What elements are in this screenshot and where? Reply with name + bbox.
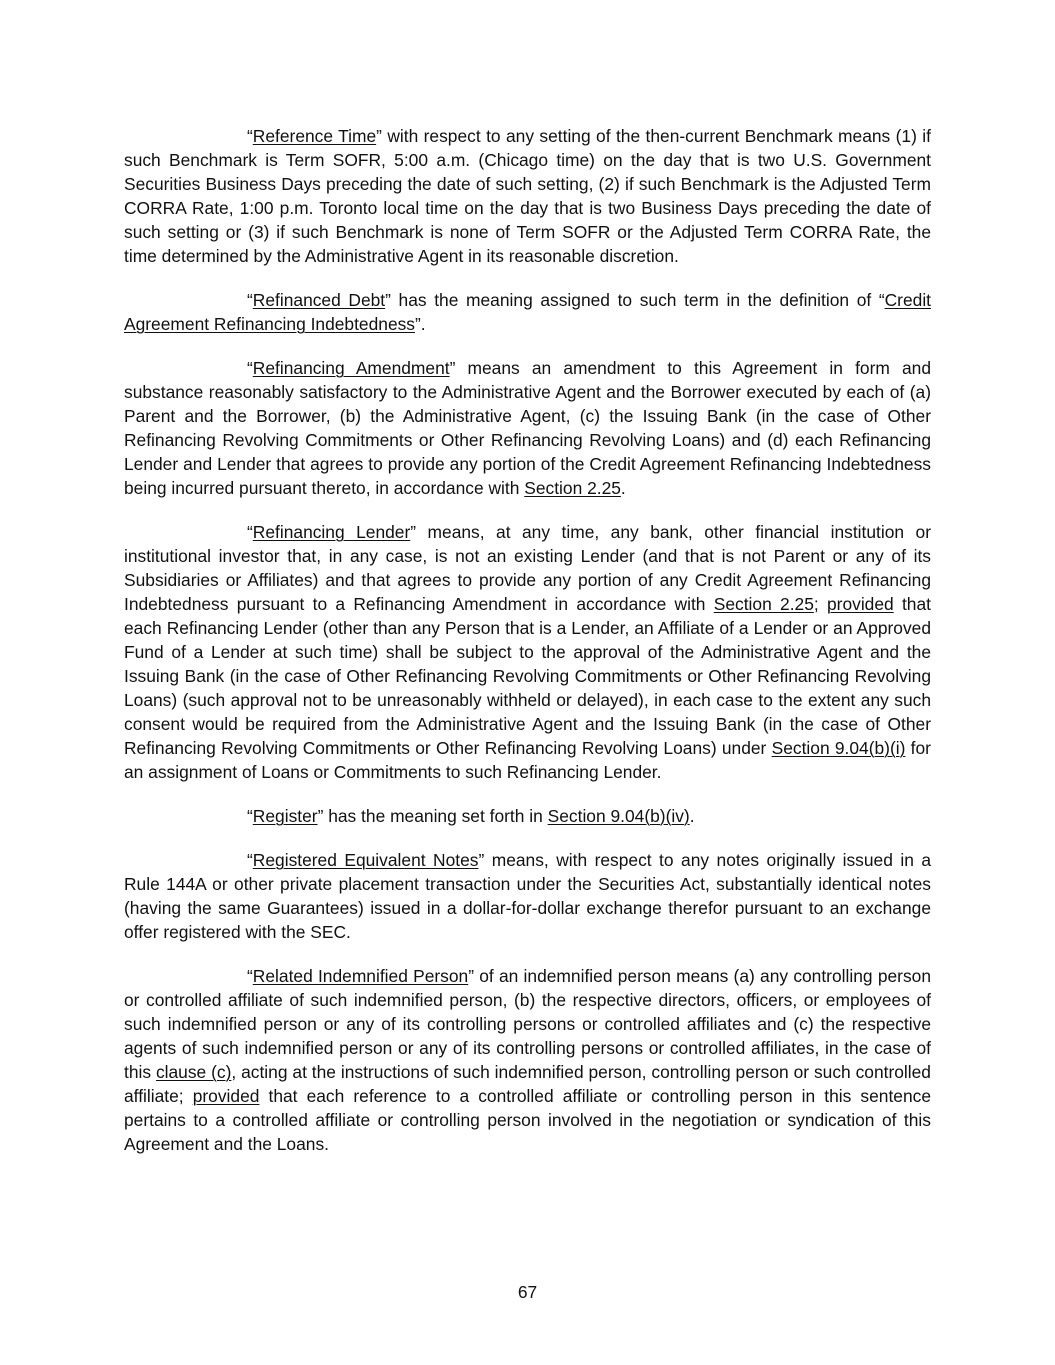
definition-register [124,804,931,828]
defined-term: Refinancing Amendment [252,358,450,378]
open-quote: “ [247,966,253,986]
definition-text: ; [813,594,827,614]
close-quote: ” [317,806,324,826]
defined-term: Related Indemnified Person [252,966,469,986]
document-page [124,124,931,1176]
definition-text: for an assignment of Loans or Commitments to such Refinancing Lender. [124,738,931,782]
defined-term: Refinanced Debt [252,290,386,310]
open-quote: “ [247,522,253,542]
open-quote: “ [247,806,253,826]
definition-text: that each reference to a controlled affiliate or controlling person in this sentence pertains to a controlled affiliate or controlling person involved in the negotiation or syndication of this Agreement and the Loans. [124,1086,932,1154]
definition-refinancing-lender [124,520,931,784]
cross-reference: Section 2.25 [713,594,814,614]
open-quote: “ [247,290,253,310]
definition-text: that each Refinancing Lender (other than any Person that is a Lender, an Affiliate of a Lender or an Approved Fund of a Lender at such time) shall be subject to the approval of the Administrative Agent and the Issuing Bank (in the case of Other Refinancing Revolving Commitments or Other Refinancing Revolving Loans) (such approval not to be unreasonably withheld or delayed), in each case to the extent any such consent would be required from the Administrative Agent and the Issuing Bank (in the case of Other Refinancing Revolving Commitments or Other Refinancing Revolving Loans) under [124,594,931,758]
open-quote: “ [247,126,253,146]
definition-text: , acting at the instructions of such indemnified person, controlling person or such controlled affiliate; [124,1062,931,1106]
definition-refinanced-debt [124,288,931,336]
definition-registered-equivalent-notes [124,848,931,944]
close-quote: ” [376,126,382,146]
defined-term: Registered Equivalent Notes [252,850,479,870]
proviso-term: provided [826,594,894,614]
definition-text: . [689,806,695,826]
definition-text: means an amendment to this Agreement in form and substance reasonably satisfactory to the Administrative Agent and the Borrower executed by each of (a) Parent and the Borrower, (b) the Administrative Agent, (c) the Issuing Bank (in the case of Other Refinancing Revolving Commitments or Other Refinancing Revolving Loans) and (d) each Refinancing Lender and Lender that agrees to provide any portion of the Credit Agreement Refinancing Indebtedness being incurred pursuant thereto, in accordance with [124,358,932,498]
definition-refinancing-amendment [124,356,931,500]
cross-reference: Section 9.04(b)(iv) [547,806,690,826]
defined-term: Reference Time [252,126,377,146]
definition-text: means, at any time, any bank, other financial institution or institutional investor that, in any case, is not an existing Lender (and that is not Parent or any of its Subsidiaries or Affiliates) and that agrees to provide any portion of any Credit Agreement Refinancing Indebtedness pursuant to a Refinancing Amendment in accordance with [124,522,931,614]
definition-related-indemnified-person [124,964,931,1156]
cross-reference: Credit Agreement Refinancing Indebtedness [124,290,932,334]
close-quote: ” [468,966,475,986]
definition-text: has the meaning set forth in [323,806,548,826]
defined-term: Refinancing Lender [252,522,411,542]
definition-text: ”. [415,314,426,334]
page-number: 67 [517,1282,538,1302]
cross-reference: Section 2.25 [524,478,621,498]
cross-reference: clause (c) [155,1062,232,1082]
open-quote: “ [247,850,253,870]
close-quote: ” [385,290,391,310]
definition-text: of an indemnified person means (a) any controlling person or controlled affiliate of such indemnified person, (b) the respective directors, officers, or employees of such indemnified person or any of its controlling persons or controlled affiliates and (c) the respective agents of such indemnified person or any of its controlling persons or controlled affiliates, in the case of this [124,966,931,1082]
defined-term: Register [252,806,318,826]
close-quote: ” [449,358,456,378]
definition-reference-time [124,124,931,268]
definition-text: with respect to any setting of the then-current Benchmark means (1) if such Benchmark is Term SOFR, 5:00 a.m. (Chicago time) on the day that is two U.S. Government Securities Business Days preceding the date of such setting, (2) if such Benchmark is the Adjusted Term CORRA Rate, 1:00 p.m. Toronto local time on the day that is two Business Days preceding the date of such setting or (3) if such Benchmark is none of Term SOFR or the Adjusted Term CORRA Rate, the time determined by the Administrative Agent in its reasonable discretion. [124,126,931,266]
definition-text: . [620,478,626,498]
definition-text: means, with respect to any notes originally issued in a Rule 144A or other private placement transaction under the Securities Act, substantially identical notes (having the same Guarantees) issued in a dollar-for-dollar exchange therefor pursuant to an exchange offer registered with the SEC. [124,850,931,942]
definition-text: has the meaning assigned to such term in the definition of “ [390,290,885,310]
cross-reference: Section 9.04(b)(i) [771,738,906,758]
proviso-term: provided [192,1086,260,1106]
close-quote: ” [410,522,417,542]
open-quote: “ [247,358,253,378]
close-quote: ” [478,850,485,870]
